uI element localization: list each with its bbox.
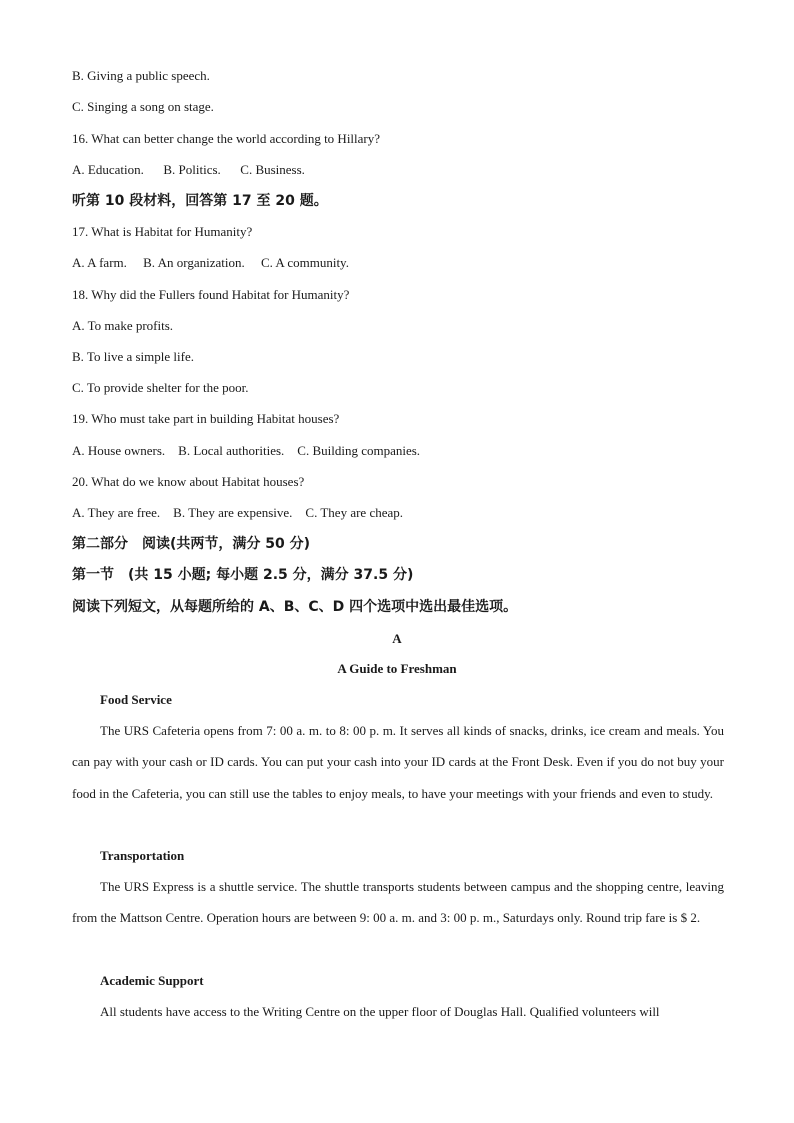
section1-heading: 第一节 (共 15 小题; 每小题 2.5 分，满分 37.5 分) bbox=[72, 567, 414, 583]
options-16: A. Education. B. Politics. C. Business. bbox=[72, 162, 305, 177]
question-18: 18. Why did the Fullers found Habitat for Humanity? bbox=[72, 287, 350, 302]
passage-label: A bbox=[392, 631, 402, 646]
passage-title: A Guide to Freshman bbox=[337, 661, 457, 676]
academic-support-paragraph: All students have access to the Writing Centre on the upper floor of Douglas Hall. Qualified volunteers will bbox=[100, 1004, 660, 1019]
transportation-paragraph: The URS Express is a shuttle service. The shuttle transports students between campus and the shopping centre, leaving from the Mattson Centre. Operation hours are between 9: 00 a. m. and 3: 00 p. m., Saturdays only. Round trip fare is $ 2. bbox=[72, 879, 724, 926]
option-15b: B. Giving a public speech. bbox=[72, 68, 210, 83]
academic-support-heading: Academic Support bbox=[100, 973, 204, 988]
option-18a: A. To make profits. bbox=[72, 318, 174, 333]
options-20: A. They are free. B. They are expensive. C. They are cheap. bbox=[72, 505, 404, 520]
question-16: 16. What can better change the world according to Hillary? bbox=[72, 131, 381, 146]
option-15c: C. Singing a song on stage. bbox=[72, 99, 214, 114]
reading-instruction: 阅读下列短文，从每题所给的 A、B、C、D 四个选项中选出最佳选项。 bbox=[72, 599, 518, 615]
option-18b: B. To live a simple life. bbox=[72, 349, 194, 364]
options-17: A. A farm. B. An organization. C. A community. bbox=[72, 255, 349, 270]
option-18c: C. To provide shelter for the poor. bbox=[72, 380, 249, 395]
food-service-paragraph: The URS Cafeteria opens from 7: 00 a. m. to 8: 00 p. m. It serves all kinds of snacks, drinks, ice cream and meals. You can pay with your cash or ID cards. You can put your cash into your ID cards at the Front Desk. Even if you do not buy your food in the Cafeteria, you can still use the tables to enjoy meals, to have your meetings with your friends and even to study. bbox=[72, 723, 724, 801]
section-10-heading: 听第 10 段材料，回答第 17 至 20 题。 bbox=[72, 193, 328, 209]
food-service-heading: Food Service bbox=[100, 692, 172, 707]
part2-heading: 第二部分 阅读(共两节，满分 50 分) bbox=[72, 536, 311, 552]
question-19: 19. Who must take part in building Habitat houses? bbox=[72, 411, 340, 426]
question-20: 20. What do we know about Habitat houses? bbox=[72, 474, 305, 489]
transportation-heading: Transportation bbox=[100, 848, 185, 863]
options-19: A. House owners. B. Local authorities. C. Building companies. bbox=[72, 443, 421, 458]
question-17: 17. What is Habitat for Humanity? bbox=[72, 224, 253, 239]
